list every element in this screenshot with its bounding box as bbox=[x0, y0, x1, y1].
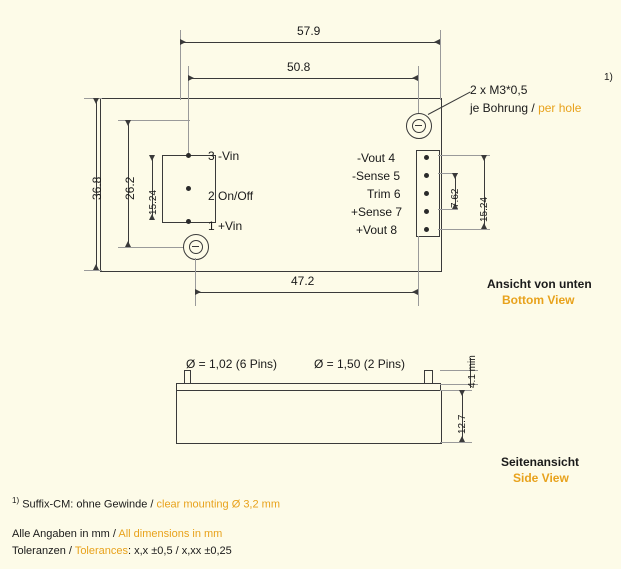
dim-arrow-57-9-left bbox=[180, 39, 186, 45]
dim-arrow-47-2-left bbox=[195, 289, 201, 295]
dim-text-57-9: 57.9 bbox=[297, 24, 321, 38]
hole-top-right-tick bbox=[415, 125, 422, 126]
dim-arrow-26-2-top bbox=[125, 120, 131, 126]
dim-line-50-8 bbox=[188, 78, 418, 79]
dim-arrow-12-7-top bbox=[459, 390, 465, 396]
side-hole-large-label: Ø = 1,50 (2 Pins) bbox=[314, 357, 406, 371]
bottom-view-caption-en: Bottom View bbox=[502, 293, 575, 307]
footnote-dimensions-en: All dimensions in mm bbox=[118, 528, 223, 540]
dim-text-15-24-right: 15.24 bbox=[479, 196, 490, 222]
footnote-dimensions bbox=[12, 528, 222, 540]
pin-label-8: +Vout 8 bbox=[356, 223, 398, 237]
footnote-suffix-de: Suffix-CM: ohne Gewinde bbox=[22, 498, 148, 511]
dim-arrow-50-8-left bbox=[188, 75, 194, 81]
ext-47-2-left bbox=[195, 258, 196, 306]
footnote-dimensions-sep: / bbox=[109, 528, 119, 540]
dim-arrow-12-7-bottom bbox=[459, 436, 465, 442]
pin-label-2: 2 On/Off bbox=[208, 189, 254, 203]
dim-line-57-9 bbox=[180, 42, 440, 43]
dim-arrow-57-9-right bbox=[434, 39, 440, 45]
pin-label-5: -Sense 5 bbox=[352, 169, 401, 183]
mounting-hole-top-right-inner bbox=[412, 119, 426, 133]
side-pin-left-a bbox=[184, 370, 185, 384]
side-view-caption-en: Side View bbox=[513, 471, 569, 485]
side-view-left-edge-top bbox=[176, 383, 177, 391]
dim-text-15-24-left: 15.24 bbox=[148, 189, 159, 215]
mounting-hole-bottom-left-inner bbox=[189, 240, 203, 254]
footnote-tolerances-de: Toleranzen bbox=[12, 545, 66, 557]
pin-label-4: -Vout 4 bbox=[357, 151, 396, 165]
dim-arrow-36-8-bottom bbox=[93, 264, 99, 270]
dim-text-50-8: 50.8 bbox=[287, 60, 311, 74]
dim-arrow-26-2-bottom bbox=[125, 241, 131, 247]
hole-note-line1: 2 x M3*0,5 bbox=[470, 83, 528, 97]
pin-3-dot bbox=[186, 153, 191, 158]
hole-note-line2 bbox=[470, 101, 581, 115]
dim-text-36-8: 36.8 bbox=[90, 176, 104, 200]
pin-2-dot bbox=[186, 186, 191, 191]
footnote-suffix bbox=[12, 496, 280, 511]
footnote-suffix-en: clear mounting Ø 3,2 mm bbox=[156, 498, 280, 511]
ext-line-36-8-bottom bbox=[84, 270, 102, 271]
footnote-tolerances-en: Tolerances bbox=[74, 545, 129, 557]
pin-label-1: 1 +Vin bbox=[208, 219, 243, 233]
pin-label-3: 3 -Vin bbox=[208, 149, 240, 163]
side-hole-small-label: Ø = 1,02 (6 Pins) bbox=[186, 357, 278, 371]
hole-note-sep: / bbox=[528, 101, 539, 115]
footnote-suffix-marker: 1) bbox=[12, 496, 20, 505]
footnote-tolerances-values: : x,x ±0,5 / x,xx ±0,25 bbox=[128, 545, 232, 557]
pin-5-dot bbox=[424, 173, 429, 178]
dim-text-7-62: 7.62 bbox=[450, 188, 461, 208]
footnote-tolerances-sep: / bbox=[65, 545, 75, 557]
dim-arrow-36-8-top bbox=[93, 98, 99, 104]
dim-arrow-7-62-top bbox=[452, 173, 458, 179]
dim-text-4-1: 4.1 min bbox=[467, 355, 478, 388]
pin-label-6: Trim 6 bbox=[367, 187, 401, 201]
side-view-top-edge bbox=[176, 383, 440, 384]
dim-line-47-2 bbox=[195, 292, 418, 293]
side-pin-right-b bbox=[432, 370, 433, 384]
dim-arrow-47-2-right bbox=[412, 289, 418, 295]
dim-arrow-50-8-right bbox=[412, 75, 418, 81]
side-pin-left-b bbox=[190, 370, 191, 384]
pin-7-dot bbox=[424, 209, 429, 214]
ext-7-62-bottom bbox=[438, 209, 458, 210]
ext-47-2-right bbox=[418, 236, 419, 306]
pin-label-7: +Sense 7 bbox=[351, 205, 403, 219]
ext-line-right-top bbox=[440, 30, 441, 100]
pin-4-dot bbox=[424, 155, 429, 160]
hole-note-de: je Bohrung bbox=[470, 101, 529, 115]
ext-15-24-bottom bbox=[438, 229, 490, 230]
hole-bottom-left-tick bbox=[192, 246, 199, 247]
ext-line-26-2-bottom bbox=[118, 247, 190, 248]
dim-arrow-15-24-left-top bbox=[149, 155, 155, 161]
dim-arrow-15-24-right-bottom bbox=[481, 223, 487, 229]
footnote-tolerances bbox=[12, 545, 232, 557]
side-pin-right-a bbox=[424, 370, 425, 384]
bottom-view-caption-de: Ansicht von unten bbox=[487, 277, 592, 291]
dim-arrow-15-24-right-top bbox=[481, 155, 487, 161]
side-pin-right-top bbox=[424, 370, 433, 371]
dim-text-26-2: 26.2 bbox=[123, 176, 137, 200]
dim-text-47-2: 47.2 bbox=[291, 274, 315, 288]
footnote-suffix-sep: / bbox=[147, 498, 157, 511]
side-view-caption-de: Seitenansicht bbox=[501, 455, 580, 469]
side-view-body bbox=[176, 390, 442, 444]
dim-text-12-7: 12.7 bbox=[457, 414, 468, 434]
hole-note-en: per hole bbox=[538, 101, 582, 115]
pin-6-dot bbox=[424, 191, 429, 196]
ext-12-7-bottom bbox=[440, 442, 472, 443]
pin-1-dot bbox=[186, 219, 191, 224]
ext-12-7-top bbox=[440, 390, 472, 391]
footnote-marker-top: 1) bbox=[604, 72, 613, 83]
pin-8-dot bbox=[424, 227, 429, 232]
footnote-dimensions-de: Alle Angaben in mm bbox=[12, 528, 110, 540]
